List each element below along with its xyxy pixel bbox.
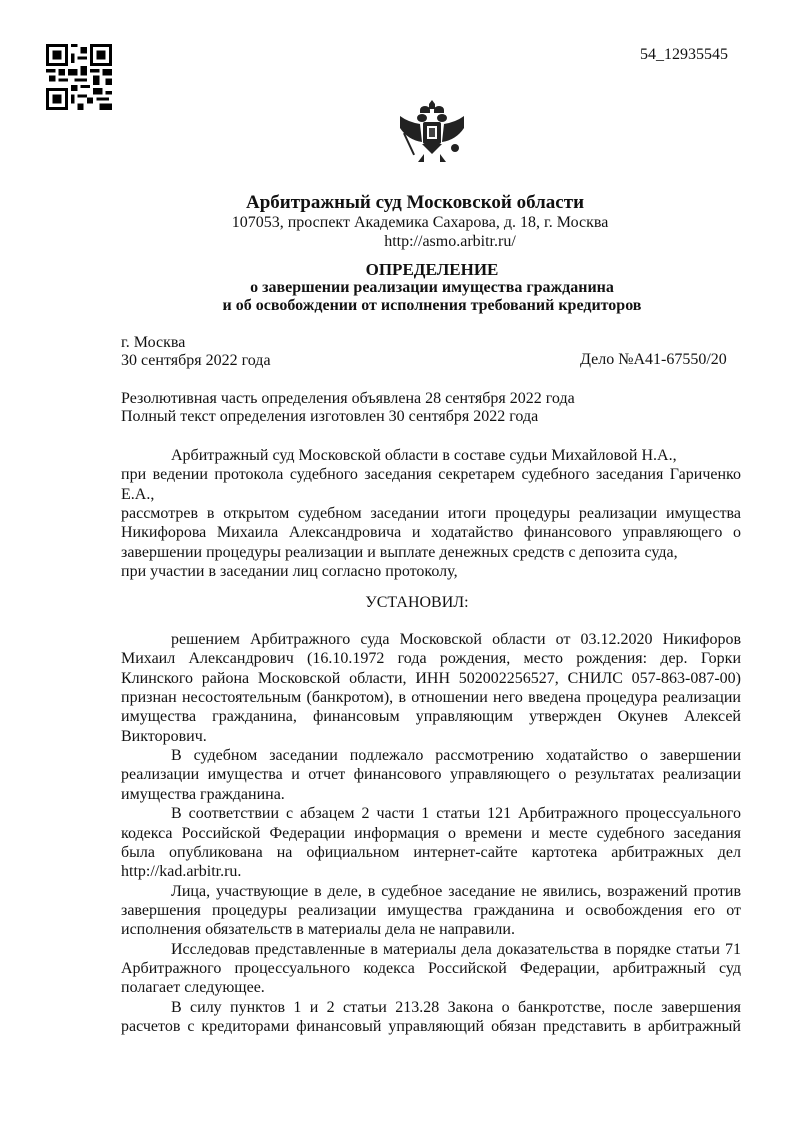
text-line: полагает следующее. — [121, 979, 265, 997]
text-line: признан несостоятельным (банкротом), в отношении него введена процедура реализации — [121, 689, 741, 707]
court-website-link[interactable]: http://asmo.arbitr.ru/ — [384, 233, 516, 250]
text-line: Никифорова Михаила Александровича и ходатайство финансового управляющего о — [121, 524, 741, 542]
city: г. Москва — [121, 334, 186, 351]
text-line: Арбитражный суд Московской области в составе судьи Михайловой Н.А., — [171, 447, 677, 464]
text-line: кодекса Российской Федерации информация о времени и месте судебного заседания — [121, 824, 741, 842]
text-line: при ведении протокола судебного заседания секретарем судебного заседания Гариченко — [121, 466, 741, 484]
court-name: Арбитражный суд Московской области — [245, 192, 585, 213]
case-number: Дело №А41-67550/20 — [580, 351, 727, 368]
full-text-date: Полный текст определения изготовлен 30 сентября 2022 года — [121, 408, 539, 425]
text-line: имущества гражданина. — [121, 785, 285, 803]
text-line: завершения процедуры реализации имущества гражданина и освобождения его от — [121, 901, 741, 919]
document-date: 30 сентября 2022 года — [121, 352, 271, 369]
text-line: Е.А., — [121, 485, 155, 503]
text-line: завершении процедуры реализации и выплате денежных средств с депозита суда, — [121, 543, 678, 561]
text-line: была опубликована на официальном интернет-сайте картотека арбитражных дел — [121, 843, 741, 861]
text-line: решением Арбитражного суда Московской области от 03.12.2020 Никифоров — [171, 631, 741, 648]
text-line: имущества гражданина, финансовым управляющим утвержден Окунев Алексей — [121, 708, 741, 726]
established-heading: УСТАНОВИЛ: — [365, 594, 469, 611]
text-line: расчетов с кредиторами финансовый управляющий обязан представить в арбитражный — [121, 1018, 741, 1035]
text-line: http://kad.arbitr.ru. — [121, 863, 242, 881]
document-title: ОПРЕДЕЛЕНИЕ — [365, 260, 499, 279]
text-line: рассмотрев в открытом судебном заседании итоги процедуры реализации имущества — [121, 504, 741, 522]
text-line: Викторович. — [121, 727, 207, 745]
qr-code-icon — [46, 44, 112, 110]
document-number: 54_12935545 — [640, 46, 728, 63]
text-line: при участии в заседании лиц согласно протоколу, — [121, 562, 458, 580]
document-subtitle-1: о завершении реализации имущества гражданина — [250, 279, 614, 296]
text-line: реализации имущества и отчет финансового управляющего о результатах реализации — [121, 766, 741, 784]
text-line: В судебном заседании подлежало рассмотрению ходатайство о завершении — [171, 747, 741, 765]
text-line: Клинского района Московской области, ИНН 502002256527, СНИЛС 057-863-087-00) — [121, 669, 741, 687]
russian-coat-of-arms-icon — [396, 96, 468, 168]
text-line: Лица, участвующие в деле, в судебное заседание не явились, возражений против — [171, 882, 741, 900]
text-line: Арбитражного процессуального кодекса Российской Федерации, арбитражный суд — [121, 959, 741, 977]
resolution-announced: Резолютивная часть определения объявлена 28 сентября 2022 года — [121, 390, 575, 407]
text-line: В силу пунктов 1 и 2 статьи 213.28 Закона о банкротстве, после завершения — [171, 998, 741, 1016]
text-line: В соответствии с абзацем 2 части 1 статьи 121 Арбитражного процессуального — [171, 805, 741, 823]
court-address: 107053, проспект Академика Сахарова, д. 18, г. Москва — [231, 214, 609, 231]
text-line: исполнения обязательств в материалы дела не направили. — [121, 921, 515, 939]
text-line: Исследовав представленные в материалы дела доказательства в порядке статьи 71 — [171, 940, 741, 958]
document-subtitle-2: и об освобождении от исполнения требований кредиторов — [222, 297, 642, 314]
text-line: Михаил Александрович (16.10.1972 года рождения, место рождения: дер. Горки — [121, 650, 741, 668]
